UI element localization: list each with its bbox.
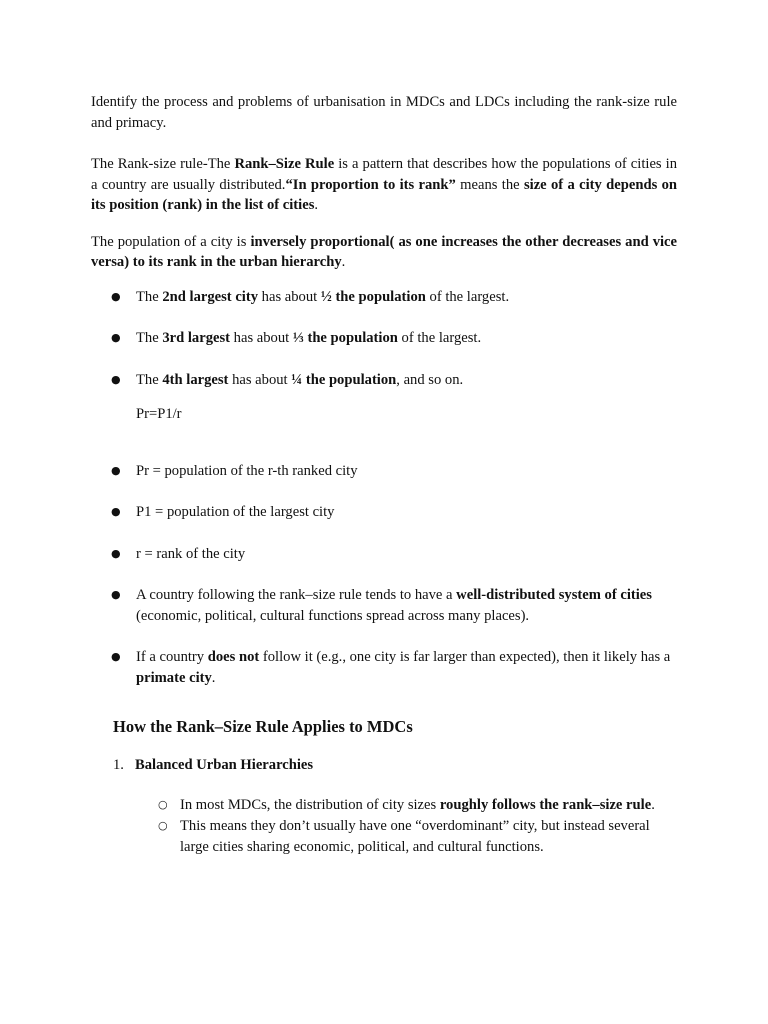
item-fraction: ⅓ the population xyxy=(292,330,398,346)
rule-quote: “In proportion to its rank” xyxy=(285,176,456,193)
list-item: ● P1 = population of the largest city xyxy=(91,502,677,523)
item-text: of the largest. xyxy=(425,288,510,305)
item-text: has about xyxy=(258,288,321,305)
rule-meaning: size of a city depends on its position (rank) in the list of cities xyxy=(91,176,678,213)
item-text: , and so on. xyxy=(396,371,464,388)
list-item xyxy=(91,370,677,391)
item-bold: primate city xyxy=(136,669,212,686)
rule-term: Rank–Size Rule xyxy=(234,156,335,172)
item-rank: 2nd largest city xyxy=(162,288,259,305)
item-text: The xyxy=(136,330,163,346)
item-rank: 3rd largest xyxy=(162,330,231,346)
item-text: follow it (e.g., one city is far larger than expected), then it likely has a xyxy=(259,649,671,665)
item-number: 1. xyxy=(113,757,124,773)
item-bold: does not xyxy=(207,649,260,665)
variable-list xyxy=(91,461,677,565)
list-item xyxy=(91,795,677,816)
item-title: Balanced Urban Hierarchies xyxy=(135,757,314,773)
document-page xyxy=(91,92,677,858)
list-item xyxy=(91,328,677,349)
item-text: . xyxy=(651,796,655,813)
item-bold: roughly follows the rank–size rule xyxy=(439,796,652,813)
item-text: (economic, political, cultural functions spread across many places). xyxy=(136,607,530,624)
intro-paragraph: Identify the process and problems of urbanisation in MDCs and LDCs including the rank-size rule and primacy. xyxy=(91,94,677,131)
item-bold: well-distributed system of cities xyxy=(456,587,652,603)
numbered-item xyxy=(113,755,677,776)
item-text: has about xyxy=(228,371,292,388)
item-text: . xyxy=(211,669,216,686)
item-text: The xyxy=(136,371,163,388)
list-item: ● r = rank of the city xyxy=(91,544,677,565)
item-rank: 4th largest xyxy=(162,371,229,388)
section-heading: How the Rank–Size Rule Applies to MDCs xyxy=(113,717,413,736)
inverse-end: . xyxy=(341,254,346,270)
list-item xyxy=(91,647,677,688)
item-text: A country following the rank–size rule tends to have a xyxy=(136,587,457,603)
rule-end: . xyxy=(314,197,319,213)
item-text: In most MDCs, the distribution of city sizes xyxy=(180,796,440,813)
rule-description: is a pattern that describes how the populations of cities in a country are usually distributed. xyxy=(91,156,677,193)
list-item: ○ This means they don’t usually have one “overdominant” city, but instead several large cities sharing economic, political, and cultural functions. xyxy=(91,816,677,857)
rank-size-definition xyxy=(91,154,677,216)
item-text: If a country xyxy=(136,649,208,665)
rank-size-formula: Pr=P1/r xyxy=(136,406,182,422)
list-item: ● Pr = population of the r-th ranked city xyxy=(91,461,677,482)
item-fraction: ½ the population xyxy=(320,288,426,305)
fraction-list xyxy=(91,287,677,391)
item-fraction: ¼ the population xyxy=(291,371,397,388)
rule-prefix: The Rank-size rule-The xyxy=(91,156,235,172)
item-text: has about xyxy=(230,330,293,346)
inverse-paragraph xyxy=(91,232,677,273)
inverse-prefix: The population of a city is xyxy=(91,233,251,250)
list-item xyxy=(91,585,677,626)
implications-list xyxy=(91,585,677,688)
item-text: The xyxy=(136,288,163,305)
list-item xyxy=(91,287,677,308)
rule-means: means the xyxy=(455,176,524,193)
sub-list xyxy=(91,795,677,858)
inverse-bold: inversely proportional( as one increases the other decreases and vice versa) to its rank in the urban hierarchy xyxy=(91,233,678,270)
item-text: of the largest. xyxy=(397,330,482,346)
